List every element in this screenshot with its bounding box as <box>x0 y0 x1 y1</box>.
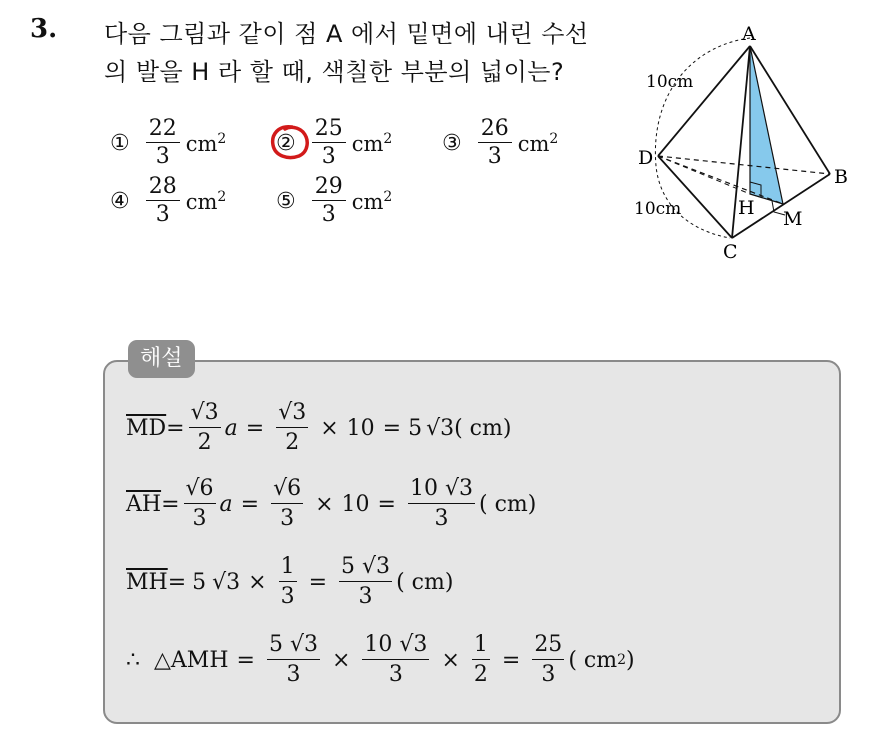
label-h: H <box>738 197 755 219</box>
choice-1[interactable] <box>110 118 226 168</box>
choice-5-fraction: $\frac{29}{3}$ <box>312 176 346 226</box>
label-b: B <box>834 166 848 188</box>
choice-1-unit: $cm^2$ <box>185 130 227 156</box>
choice-3-mark: ③ <box>442 130 462 156</box>
solution-line-2: $\overline{AH}$ = $\frac{√6}{3}$ a = $\frac{√6}{3}$ × 10 = $\frac{10 √3}{3}$ ( cm) <box>126 476 537 531</box>
label-a: A <box>742 23 756 45</box>
label-m: M <box>783 208 803 230</box>
label-edge-top: 10cm <box>646 72 694 92</box>
question-text-line1: 다음 그림과 같이 점 A 에서 밑면에 내린 수선 <box>104 20 589 48</box>
solution-line-4: ∴ △AMH = $\frac{5 √3}{3}$ × $\frac{10 √3}{3}$ × $\frac{1}{2}$ = $\frac{25}{3}$ ( cm 2 ) <box>126 632 635 687</box>
question-text-line2: 의 발을 H 라 할 때, 색칠한 부분의 넓이는? <box>104 58 565 86</box>
choice-1-fraction: $\frac{22}{3}$ <box>146 118 180 168</box>
solution-tag: 해설 <box>128 340 195 378</box>
choice-3[interactable] <box>442 118 558 168</box>
choice-2[interactable] <box>276 118 392 168</box>
tetrahedron-figure <box>620 16 870 266</box>
choice-5[interactable] <box>276 176 392 226</box>
choice-4-fraction: $\frac{28}{3}$ <box>146 176 180 226</box>
choice-2-mark: ② <box>276 131 296 156</box>
choice-4[interactable] <box>110 176 226 226</box>
choice-4-mark: ④ <box>110 188 130 214</box>
shaded-triangle-amh <box>750 46 783 204</box>
question-number: 3. <box>30 14 58 44</box>
choice-2-fraction: $\frac{25}{3}$ <box>312 118 346 168</box>
solution-line-3: $\overline{MH}$ = 5 √3 × $\frac{1}{3}$ = $\frac{5 √3}{3}$ ( cm) <box>126 554 454 609</box>
choice-1-mark: ① <box>110 130 130 156</box>
choice-4-unit: $cm^2$ <box>185 188 227 214</box>
choice-5-mark: ⑤ <box>276 188 296 214</box>
choice-5-unit: $cm^2$ <box>351 188 393 214</box>
label-c: C <box>723 241 738 263</box>
choice-3-unit: $cm^2$ <box>517 130 559 156</box>
choice-3-fraction: $\frac{26}{3}$ <box>478 118 512 168</box>
label-edge-bottom: 10cm <box>634 199 682 219</box>
solution-line-1: $\overline{MD}$ = $\frac{√3}{2}$ a = $\frac{√3}{2}$ × 10 = 5 √3 ( cm) <box>126 400 512 455</box>
label-d: D <box>638 147 654 169</box>
choice-2-unit: $cm^2$ <box>351 130 393 156</box>
